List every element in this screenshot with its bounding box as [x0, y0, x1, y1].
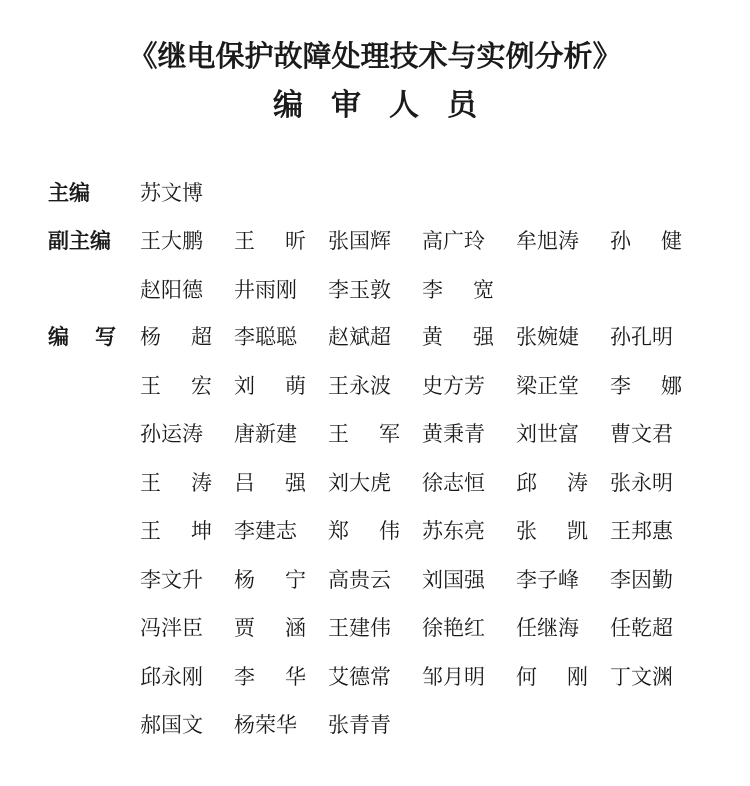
person-name: 杨 超 — [140, 325, 212, 349]
person-name: 唐新建 — [234, 422, 297, 446]
person-name: 王 坤 — [140, 519, 212, 543]
person-name: 井雨刚 — [234, 277, 297, 302]
person-name: 郑 伟 — [328, 519, 400, 543]
person-name: 刘大虎 — [328, 470, 391, 495]
person-name: 王 昕 — [234, 229, 306, 253]
person-name: 何 刚 — [516, 664, 588, 689]
chief-editor-label: 主编 — [48, 181, 90, 205]
writers-label: 编 写 — [48, 325, 116, 349]
deputy-chief-editors-label: 副主编 — [48, 229, 111, 253]
person-name: 史方芳 — [422, 373, 485, 398]
person-name: 张永明 — [610, 470, 673, 495]
person-name: 徐志恒 — [422, 470, 485, 495]
person-name: 艾德常 — [328, 664, 391, 689]
person-name: 张国辉 — [328, 229, 391, 253]
person-name: 王 涛 — [140, 470, 212, 495]
person-name: 曹文君 — [610, 422, 673, 446]
person-name: 刘世富 — [516, 422, 579, 446]
person-name: 李聪聪 — [234, 325, 297, 349]
person-name: 郝国文 — [140, 713, 203, 737]
person-name: 刘 萌 — [234, 373, 306, 398]
person-name: 刘国强 — [422, 567, 485, 592]
person-name: 黄 强 — [422, 325, 494, 349]
deputy-chief-editors-names — [140, 226, 710, 323]
person-name: 李子峰 — [516, 567, 579, 592]
person-name: 王 宏 — [140, 373, 212, 398]
person-name: 杨荣华 — [234, 713, 297, 737]
person-name: 王邦惠 — [610, 519, 673, 543]
person-name: 邱永刚 — [140, 664, 203, 689]
person-name: 冯泮臣 — [140, 616, 203, 640]
person-name: 张婉婕 — [516, 325, 579, 349]
person-name: 任继海 — [516, 616, 579, 640]
person-name: 丁文渊 — [610, 664, 673, 689]
person-name: 黄秉青 — [422, 422, 485, 446]
person-name: 李建志 — [234, 519, 297, 543]
book-title: 《继电保护故障处理技术与实例分析》 — [128, 39, 622, 73]
person-name: 邹月明 — [422, 664, 485, 689]
person-name: 贾 涵 — [234, 616, 306, 640]
person-name: 赵斌超 — [328, 325, 391, 349]
person-name: 高广玲 — [422, 229, 485, 253]
person-name: 李 娜 — [610, 373, 682, 398]
person-name: 李文升 — [140, 567, 203, 592]
person-name: 李玉敦 — [328, 277, 391, 302]
person-name: 张青青 — [328, 713, 391, 737]
person-name: 徐艳红 — [422, 616, 485, 640]
person-name: 孙运涛 — [140, 422, 203, 446]
person-name: 梁正堂 — [516, 373, 579, 398]
chief-editor-names — [140, 178, 710, 227]
person-name: 李 宽 — [422, 277, 494, 302]
person-name: 苏文博 — [140, 181, 203, 205]
writers-names — [140, 322, 710, 759]
person-name: 吕 强 — [234, 470, 306, 495]
person-name: 张 凯 — [516, 519, 588, 543]
person-name: 王大鹏 — [140, 229, 203, 253]
person-name: 高贵云 — [328, 567, 391, 592]
person-name: 牟旭涛 — [516, 229, 579, 253]
person-name: 孙 健 — [610, 229, 682, 253]
person-name: 王永波 — [328, 373, 391, 398]
page-heading: 编审人员 — [273, 88, 505, 123]
person-name: 李因勤 — [610, 567, 673, 592]
person-name: 孙孔明 — [610, 325, 673, 349]
person-name: 王建伟 — [328, 616, 391, 640]
person-name: 杨 宁 — [234, 567, 306, 592]
person-name: 王 军 — [328, 422, 400, 446]
person-name: 苏东亮 — [422, 519, 485, 543]
person-name: 任乾超 — [610, 616, 673, 640]
person-name: 邱 涛 — [516, 470, 588, 495]
person-name: 赵阳德 — [140, 277, 203, 302]
person-name: 李 华 — [234, 664, 306, 689]
